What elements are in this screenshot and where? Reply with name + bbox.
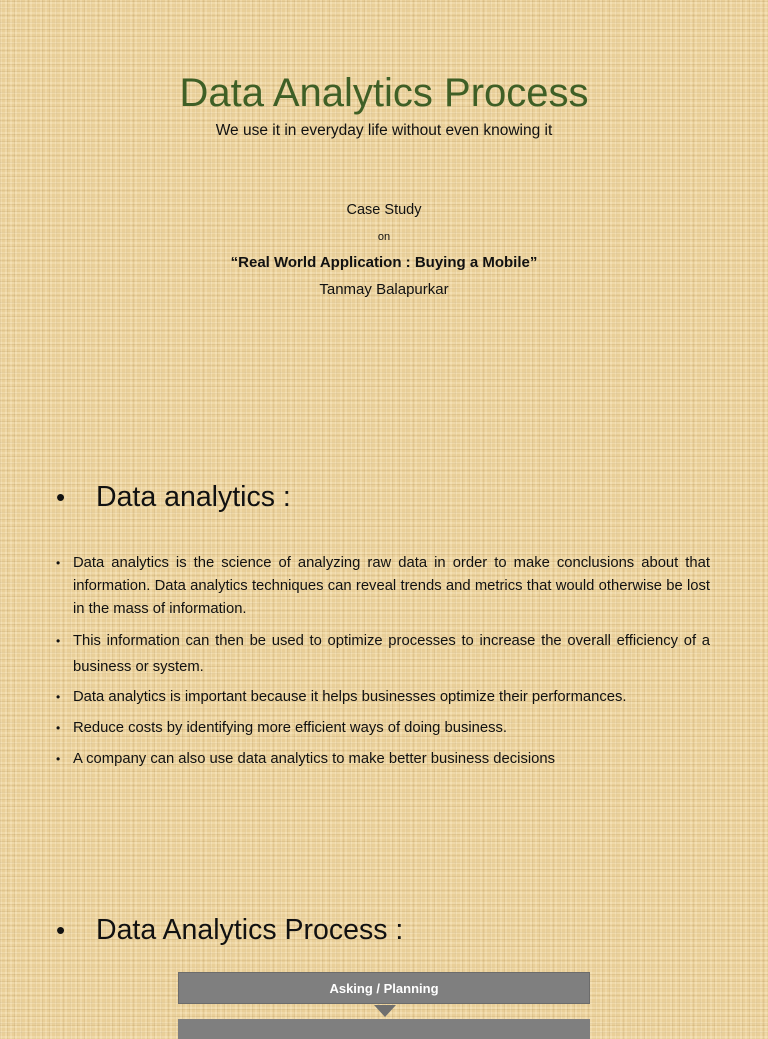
bullet-icon: • [56, 482, 66, 512]
case-study-title: “Real World Application : Buying a Mobile” [230, 254, 538, 271]
case-study-label: Case Study [346, 202, 422, 218]
bullet-icon: • [56, 752, 61, 766]
bullet-icon: • [56, 721, 61, 735]
bullet-list [56, 552, 710, 771]
bullet-icon: • [56, 556, 61, 570]
section-heading-text: Data analytics : [96, 481, 291, 513]
list-item [56, 748, 710, 771]
list-item-text: Data analytics is important because it helps businesses optimize their performances. [73, 689, 627, 705]
section-heading-process [56, 912, 403, 948]
list-item-text: Reduce costs by identifying more efficient ways of doing business. [73, 720, 508, 736]
process-step-box: Asking / Planning [178, 972, 590, 1004]
list-item-text: This information can then be used to optimize processes to increase the overall efficiency of a business or system. [73, 633, 710, 675]
list-item [56, 686, 710, 709]
list-item-text: Data analytics is the science of analyzing raw data in order to make conclusions about that information. Data analytics techniques can reveal trends and metrics that would otherwise be lost in the mass of information. [73, 555, 710, 617]
case-study-connector: on [377, 231, 391, 243]
bullet-icon: • [56, 634, 61, 648]
bullet-icon: • [56, 915, 66, 945]
list-item [56, 717, 710, 740]
section-heading-text: Data Analytics Process : [96, 914, 404, 946]
page-subtitle: We use it in everyday life without even knowing it [215, 122, 553, 139]
page-title: Data Analytics Process [179, 71, 589, 115]
bullet-icon: • [56, 690, 61, 704]
arrow-down-icon [374, 1005, 396, 1017]
list-item [56, 552, 710, 621]
process-step-box-next [178, 1019, 590, 1039]
case-study-author: Tanmay Balapurkar [319, 281, 449, 298]
list-item [56, 628, 710, 680]
section-heading-data-analytics [56, 479, 291, 515]
list-item-text: A company can also use data analytics to make better business decisions [73, 751, 555, 767]
